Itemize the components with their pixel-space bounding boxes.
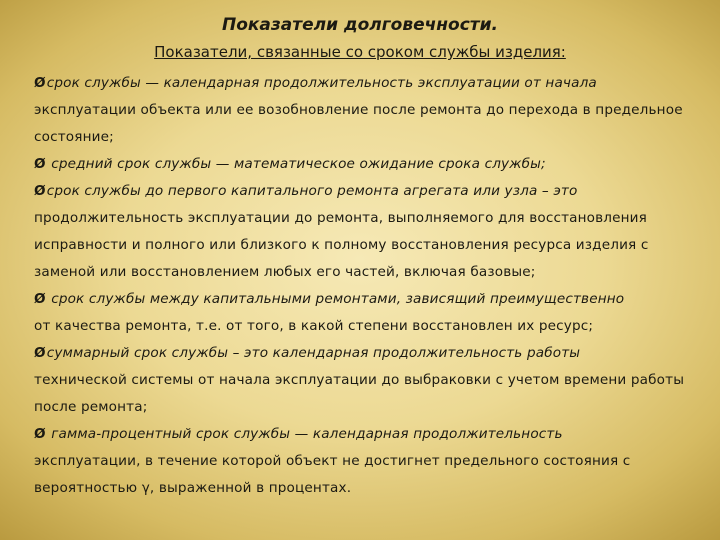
list-item	[34, 151, 694, 178]
list-item	[34, 178, 694, 286]
item-text: технической системы от начала эксплуатации до выбраковки с учетом времени работы после ремонта;	[34, 372, 685, 415]
item-lead: срок службы до первого капитального ремонта агрегата или узла – это	[46, 183, 578, 199]
arrow-bullet-icon: Ø	[34, 183, 46, 199]
item-lead: гамма-процентный срок службы — календарная продолжительность	[46, 426, 563, 442]
item-lead: срок службы — календарная продолжительность эксплуатации от начала	[46, 75, 597, 91]
list-item	[34, 70, 694, 151]
arrow-bullet-icon: Ø	[34, 426, 46, 442]
arrow-bullet-icon: Ø	[34, 345, 46, 361]
list-item	[34, 421, 694, 502]
bullet-list	[34, 70, 694, 502]
list-item	[34, 286, 694, 340]
arrow-bullet-icon: Ø	[34, 75, 46, 91]
slide-title: Показатели долговечности.	[221, 15, 499, 35]
item-text: от качества ремонта, т.е. от того, в какой степени восстановлен их ресурс;	[34, 318, 594, 334]
item-lead: срок службы между капитальными ремонтами, зависящий преимущественно	[46, 291, 625, 307]
item-text: продолжительность эксплуатации до ремонта, выполняемого для восстановления исправности и полного или близкого к полному восстановления ресурса изделия с заменой или восстановлением любых его частей, включая базовые;	[34, 210, 649, 280]
slide-subtitle: Показатели, связанные со сроком службы изделия:	[154, 43, 566, 61]
item-text: эксплуатации, в течение которой объект не достигнет предельного состояния с вероятностью γ, выраженной в процентах.	[34, 453, 631, 496]
arrow-bullet-icon: Ø	[34, 291, 46, 307]
item-text: эксплуатации объекта или ее возобновление после ремонта до перехода в предельное состояние;	[34, 102, 683, 145]
list-item	[34, 340, 694, 421]
item-lead: суммарный срок службы – это календарная продолжительность работы	[46, 345, 581, 361]
item-lead: средний срок службы — математическое ожидание срока службы;	[46, 156, 546, 172]
arrow-bullet-icon: Ø	[34, 156, 46, 172]
